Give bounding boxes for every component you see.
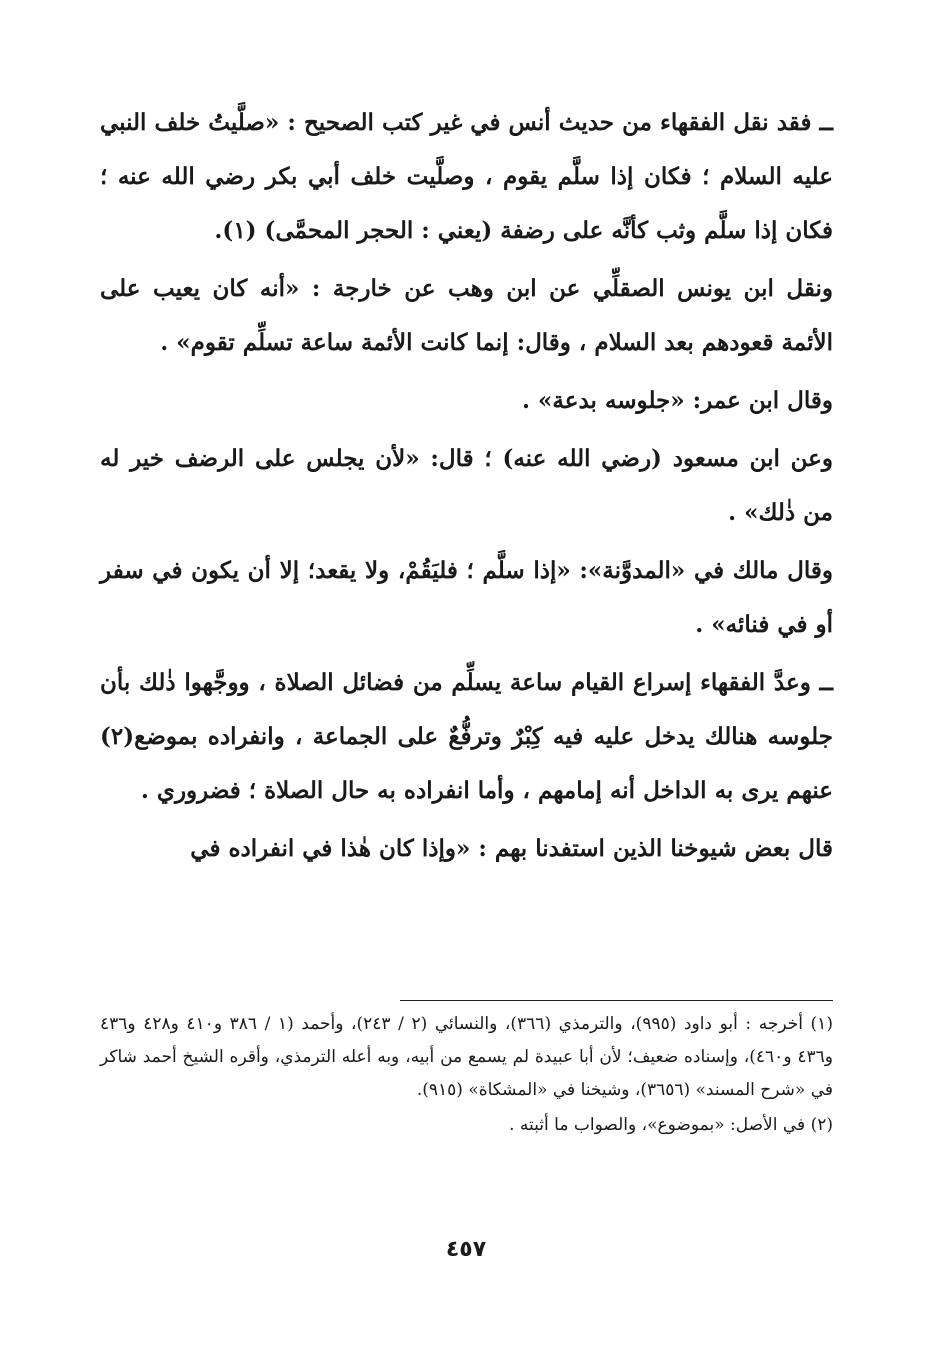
paragraph: وقال ابن عمر: «جلوسه بدعة» . (522, 387, 833, 414)
footnote-divider (400, 1000, 833, 1001)
main-text (100, 96, 833, 880)
paragraph: ــ فقد نقل الفقهاء من حديث أنس في غير كتب الصحيح : «صلَّيتُ خلف النبي عليه السلام ؛ فكان إذا سلَّم يقوم ، وصلَّيت خلف أبي بكر رضي الله عنه ؛ فكان إذا سلَّم وثب كأنَّه على رضفة (يعني : الحجر المحمَّى) (١). (100, 109, 833, 244)
paragraph: قال بعض شيوخنا الذين استفدنا بهم : «وإذا كان هٰذا في انفراده في (190, 835, 833, 862)
paragraph: ــ وعدَّ الفقهاء إسراع القيام ساعة يسلِّم من فضائل الصلاة ، ووجَّهوا ذٰلك بأن جلوسه هنالك يدخل عليه فيه كِبْرٌ وترفُّعٌ على الجماعة ، وانفراده بموضع(٢) عنهم يرى به الداخل أنه إمامهم ، وأما انفراده به حال الصلاة ؛ فضروري . (100, 669, 833, 804)
footnote: (١) أخرجه : أبو داود (٩٩٥)، والترمذي (٣٦٦)، والنسائي (٢ / ٢٤٣)، وأحمد (١ / ٣٨٦ و٤١٠ و٤٢٨ و٤٣٦ و٤٣٦ و٤٦٠)، وإسناده ضعيف؛ لأن أبا عبيدة لم يسمع من أبيه، وبه أعله الترمذي، وأقره الشيخ أحمد شاكر في «شرح المسند» (٣٦٥٦)، وشيخنا في «المشكاة» (٩١٥). (100, 1014, 833, 1100)
paragraph: وقال مالك في «المدوَّنة»: «إذا سلَّم ؛ فليَقُمْ، ولا يقعد؛ إلا أن يكون في سفر أو في فنائه» . (100, 557, 833, 638)
paragraph: وعن ابن مسعود (رضي الله عنه) ؛ قال: «لأن يجلس على الرضف خير له من ذٰلك» . (100, 445, 833, 526)
paragraph: ونقل ابن يونس الصقلِّي عن ابن وهب عن خارجة : «أنه كان يعيب على الأئمة قعودهم بعد السلام ، وقال: إنما كانت الأئمة ساعة تسلِّم تقوم» . (100, 275, 833, 356)
footnotes (100, 1008, 833, 1144)
footnote: (٢) في الأصل: «بموضوع»، والصواب ما أثبته . (509, 1115, 833, 1135)
page-number: ٤٥٧ (445, 1237, 487, 1262)
